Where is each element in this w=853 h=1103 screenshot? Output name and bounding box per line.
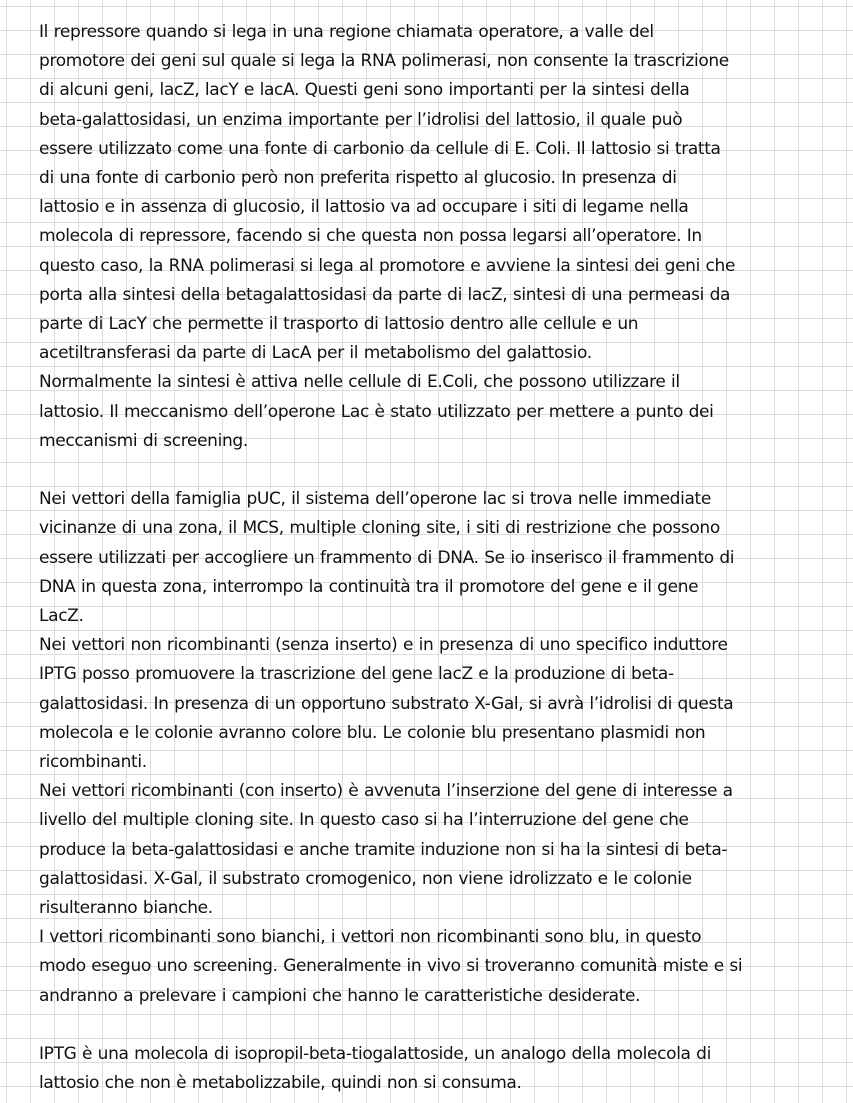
text-line: promotore dei geni sul quale si lega la RNA polimerasi, non consente la trascrizione (39, 51, 729, 72)
text-line: molecola e le colonie avranno colore blu. Le colonie blu presentano plasmidi non (39, 722, 706, 743)
paragraph-screening-intro (39, 368, 839, 456)
text-line: beta-galattosidasi, un enzima importante per l’idrolisi del lattosio, il quale può (39, 109, 683, 130)
text-line: galattosidasi. In presenza di un opportuno substrato X-Gal, si avrà l’idrolisi di questa (39, 693, 734, 714)
text-line: porta alla sintesi della betagalattosidasi da parte di lacZ, sintesi di una permeasi da (39, 284, 731, 305)
text-line: questo caso, la RNA polimerasi si lega al promotore e avviene la sintesi dei geni che (39, 255, 736, 276)
text-line: risulteranno bianche. (39, 898, 213, 919)
text-line: modo eseguo uno screening. Generalmente in vivo si troveranno comunità miste e si (39, 956, 743, 977)
paragraph-spacer (39, 1011, 839, 1040)
text-line: Nei vettori della famiglia pUC, il sistema dell’operone lac si trova nelle immediate (39, 489, 711, 510)
text-line: galattosidasi. X-Gal, il substrato cromogenico, non viene idrolizzato e le colonie (39, 868, 692, 889)
text-line: vicinanze di una zona, il MCS, multiple cloning site, i siti di restrizione che possono (39, 518, 720, 539)
text-line: di una fonte di carbonio però non preferita rispetto al glucosio. In presenza di (39, 168, 677, 189)
text-line: I vettori ricombinanti sono bianchi, i vettori non ricombinanti sono blu, in questo (39, 927, 702, 948)
text-line: parte di LacY che permette il trasporto di lattosio dentro alle cellule e un (39, 314, 639, 335)
text-line: acetiltransferasi da parte di LacA per il metabolismo del galattosio. (39, 343, 592, 364)
text-line: lattosio. Il meccanismo dell’operone Lac è stato utilizzato per mettere a punto dei (39, 401, 714, 422)
text-line: Nei vettori non ricombinanti (senza inserto) e in presenza di uno specifico induttore (39, 635, 728, 656)
paragraph-lac-repressor (39, 18, 839, 368)
text-line: IPTG è una molecola di isopropil-beta-tiogalattoside, un analogo della molecola di (39, 1044, 711, 1065)
paragraph-recombinant (39, 777, 839, 923)
text-line: ricombinanti. (39, 752, 147, 773)
paragraph-iptg (39, 1040, 839, 1098)
text-line: livello del multiple cloning site. In questo caso si ha l’interruzione del gene che (39, 810, 689, 831)
text-line: DNA in questa zona, interrompo la continuità tra il promotore del gene e il gene (39, 576, 699, 597)
text-line: lattosio che non è metabolizzabile, quindi non si consuma. (39, 1073, 522, 1094)
text-line: Normalmente la sintesi è attiva nelle cellule di E.Coli, che possono utilizzare il (39, 372, 680, 393)
text-line: andranno a prelevare i campioni che hanno le caratteristiche desiderate. (39, 985, 641, 1006)
text-line: LacZ. (39, 606, 84, 627)
text-line: produce la beta-galattosidasi e anche tramite induzione non si ha la sintesi di beta- (39, 839, 728, 860)
paragraph-screening-result (39, 923, 839, 1011)
text-line: essere utilizzato come una fonte di carbonio da cellule di E. Coli. Il lattosio si tratta (39, 138, 721, 159)
text-line: Nei vettori ricombinanti (con inserto) è avvenuta l’inserzione del gene di interesse a (39, 781, 733, 802)
paragraph-spacer (39, 456, 839, 485)
text-line: lattosio e in assenza di glucosio, il lattosio va ad occupare i siti di legame nella (39, 197, 689, 218)
text-line: Il repressore quando si lega in una regione chiamata operatore, a valle del (39, 22, 654, 42)
text-line: IPTG posso promuovere la trascrizione del gene lacZ e la produzione di beta- (39, 664, 674, 685)
paragraph-puc-vectors (39, 485, 839, 631)
text-line: di alcuni geni, lacZ, lacY e lacA. Questi geni sono importanti per la sintesi della (39, 80, 690, 101)
text-line: molecola di repressore, facendo si che questa non possa legarsi all’operatore. In (39, 226, 702, 247)
text-line: meccanismi di screening. (39, 430, 248, 451)
paragraph-non-recombinant (39, 631, 839, 777)
text-line: essere utilizzati per accogliere un frammento di DNA. Se io inserisco il frammento di (39, 547, 735, 568)
